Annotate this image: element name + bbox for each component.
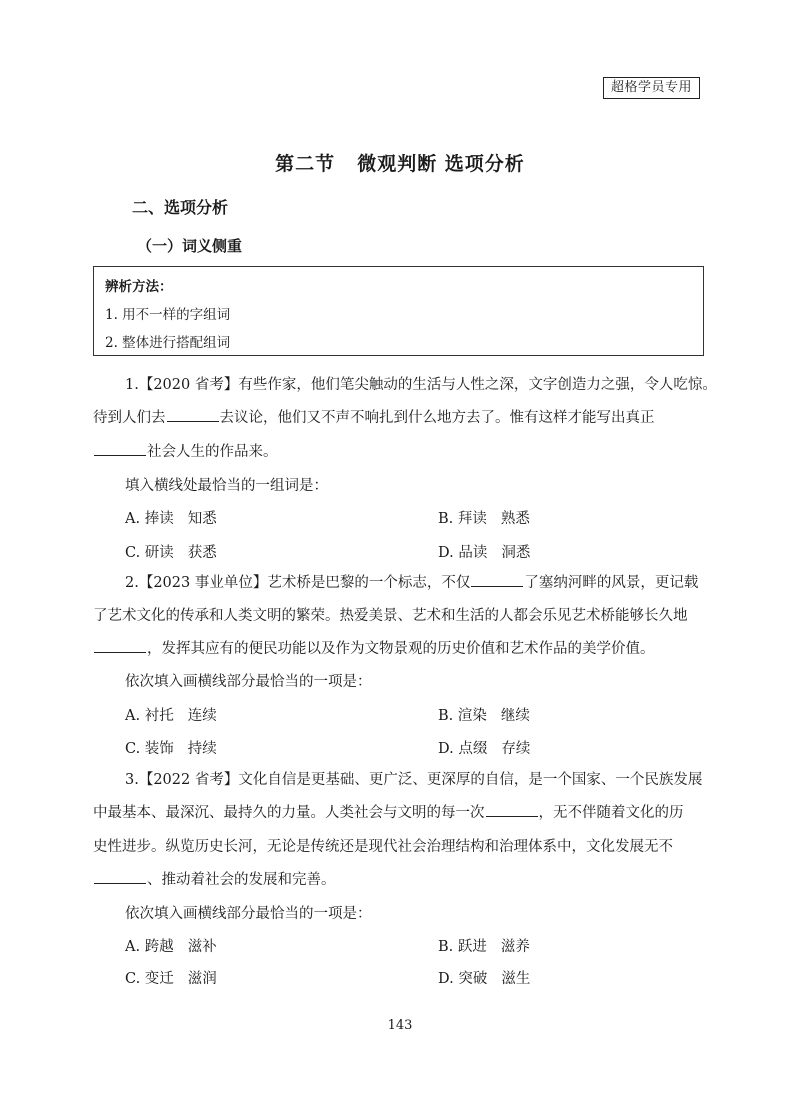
answer-blank — [94, 870, 146, 884]
question-3-option-b: B. 跃进 滋养 — [438, 939, 530, 955]
question-1-line-1: 1.【2020 省考】有些作家，他们笔尖触动的生活与人性之深，文字创造力之强，令人吃惊。 — [125, 377, 717, 393]
question-3-line-1: 3.【2022 省考】文化自信是更基础、更广泛、更深厚的自信，是一个国家、一个民族发展 — [125, 772, 703, 788]
question-2-option-a: A. 衬托 连续 — [125, 708, 217, 724]
page-title — [0, 149, 800, 176]
answer-blank — [471, 573, 523, 587]
question-3-line-2: 中最基本、最深沉、最持久的力量。人类社会与文明的每一次 ，无不伴随着文化的历 — [93, 805, 684, 821]
exclusive-stamp: 超格学员专用 — [603, 77, 700, 99]
page-number: 143 — [387, 1018, 413, 1033]
question-2-option-d: D. 点缀 存续 — [438, 741, 531, 757]
question-2-line-2: 了艺术文化的传承和人类文明的繁荣。热爱美景、艺术和生活的人都会乐见艺术桥能够长久地 — [93, 608, 688, 624]
question-3-option-c: C. 变迁 滋润 — [125, 971, 217, 987]
question-2-line-3: ，发挥其应有的便民功能以及作为文物景观的历史价值和艺术作品的美学价值。 — [93, 637, 655, 658]
section-heading: 二、选项分析 — [132, 198, 229, 217]
answer-blank — [486, 803, 538, 817]
question-3-prompt: 依次填入画横线部分最恰当的一项是： — [125, 906, 372, 922]
title-part1: 第二节 — [275, 153, 336, 175]
question-2-line-1: 2.【2023 事业单位】艺术桥是巴黎的一个标志，不仅 了塞纳河畔的风景，更记载 — [125, 575, 699, 591]
method-heading: 辨析方法： — [105, 279, 173, 295]
question-1-prompt: 填入横线处最恰当的一组词是： — [125, 478, 328, 494]
question-2-option-b: B. 渲染 继续 — [438, 708, 530, 724]
method-item: 2. 整体进行搭配组词 — [105, 335, 231, 351]
question-3-option-d: D. 突破 滋生 — [438, 971, 531, 987]
question-1-option-b: B. 拜读 熟悉 — [438, 511, 530, 527]
question-3-line-3: 史性进步。纵览历史长河，无论是传统还是现代社会治理结构和治理体系中，文化发展无不 — [93, 839, 673, 855]
method-box — [93, 266, 704, 356]
question-3-line-4: 、推动着社会的发展和完善。 — [93, 868, 336, 889]
question-3-option-a: A. 跨越 滋补 — [125, 939, 217, 955]
question-1-line-2: 待到人们去 去议论，他们又不声不响扎到什么地方去了。惟有这样才能写出真正 — [93, 410, 655, 426]
question-1-line-3: 社会人生的作品来。 — [93, 440, 278, 461]
method-item: 1. 用不一样的字组词 — [105, 307, 231, 323]
answer-blank — [94, 639, 146, 653]
answer-blank — [94, 442, 146, 456]
question-1-option-c: C. 研读 获悉 — [125, 545, 217, 561]
title-part2: 微观判断 选项分析 — [357, 153, 525, 175]
question-1-option-a: A. 捧读 知悉 — [125, 511, 217, 527]
subsection-heading: （一）词义侧重 — [137, 237, 243, 255]
answer-blank — [167, 408, 219, 422]
question-1-option-d: D. 品读 洞悉 — [438, 545, 531, 561]
question-2-option-c: C. 装饰 持续 — [125, 741, 217, 757]
question-2-prompt: 依次填入画横线部分最恰当的一项是： — [125, 674, 372, 690]
